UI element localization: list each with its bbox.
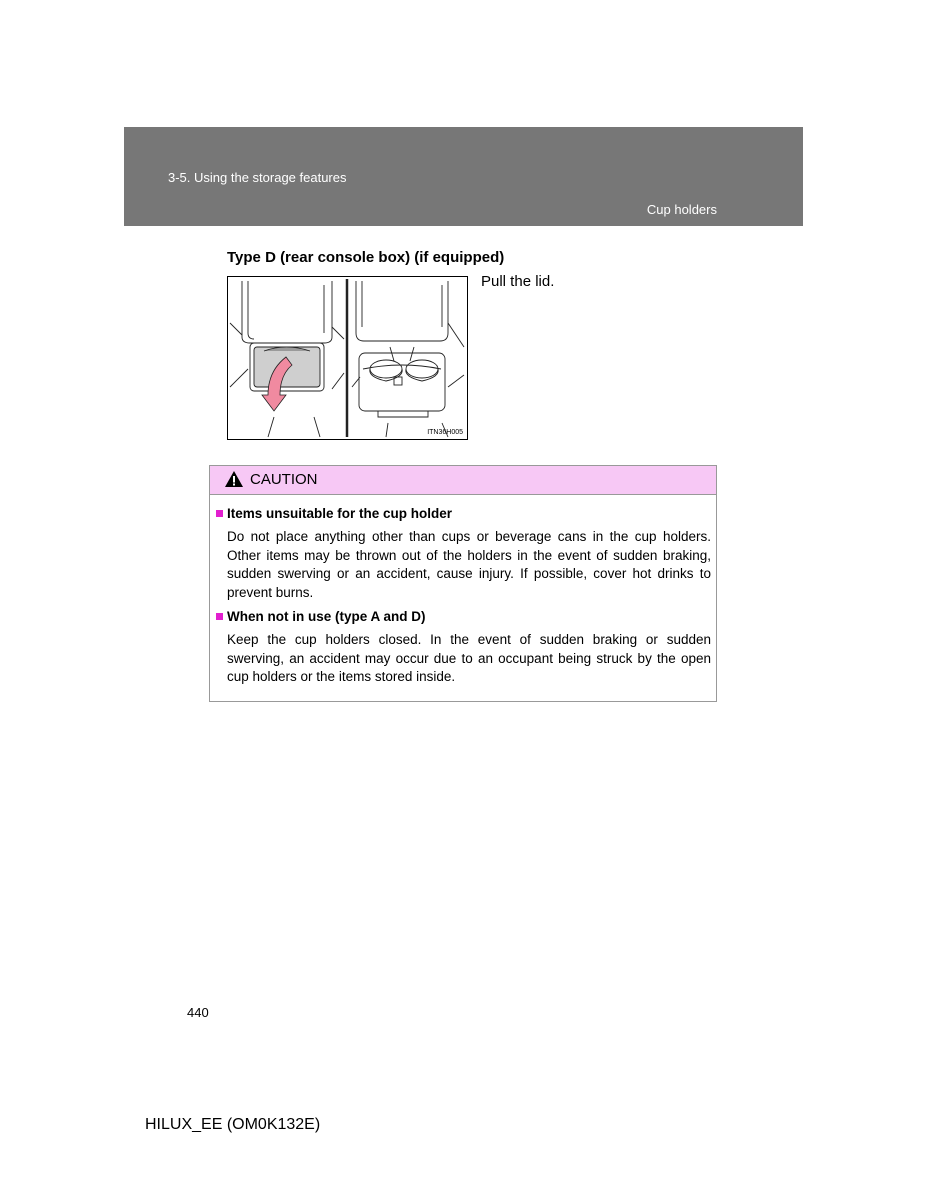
caution-item-heading [216,506,452,521]
caution-title: CAUTION [250,471,318,488]
caution-item-body: Do not place anything other than cups or beverage cans in the cup holders. Other items may be thrown out of the holders in the event of sudden braking, sudden swerving or an accident, cause injury. If possible, cover hot drinks to prevent burns. [227,529,711,600]
document-id: HILUX_EE (OM0K132E) [145,1116,321,1133]
caution-box [209,465,717,702]
section-title: 3-5. Using the storage features [168,170,347,185]
header-band [124,127,803,226]
page-topic: Cup holders [646,202,717,217]
bullet-square-icon [216,510,223,517]
figure-code: ITN36H005 [427,429,463,436]
caution-header [210,466,716,495]
page-number: 440 [187,1005,209,1020]
caution-item-heading [216,609,426,624]
bullet-square-icon [216,613,223,620]
console-box-illustration [227,276,468,440]
warning-triangle-icon [224,470,244,488]
instruction-text: Pull the lid. [481,273,555,290]
caution-item-heading-text: Items unsuitable for the cup holder [227,506,453,521]
caution-item-heading-text: When not in use (type A and D) [227,609,426,624]
caution-item-body: Keep the cup holders closed. In the event of sudden braking or sudden swerving, an accident may occur due to an occupant being struck by the open cup holders or the items stored inside. [227,632,711,684]
console-illustration-drawing [228,277,467,439]
subheading: Type D (rear console box) (if equipped) [227,249,505,266]
